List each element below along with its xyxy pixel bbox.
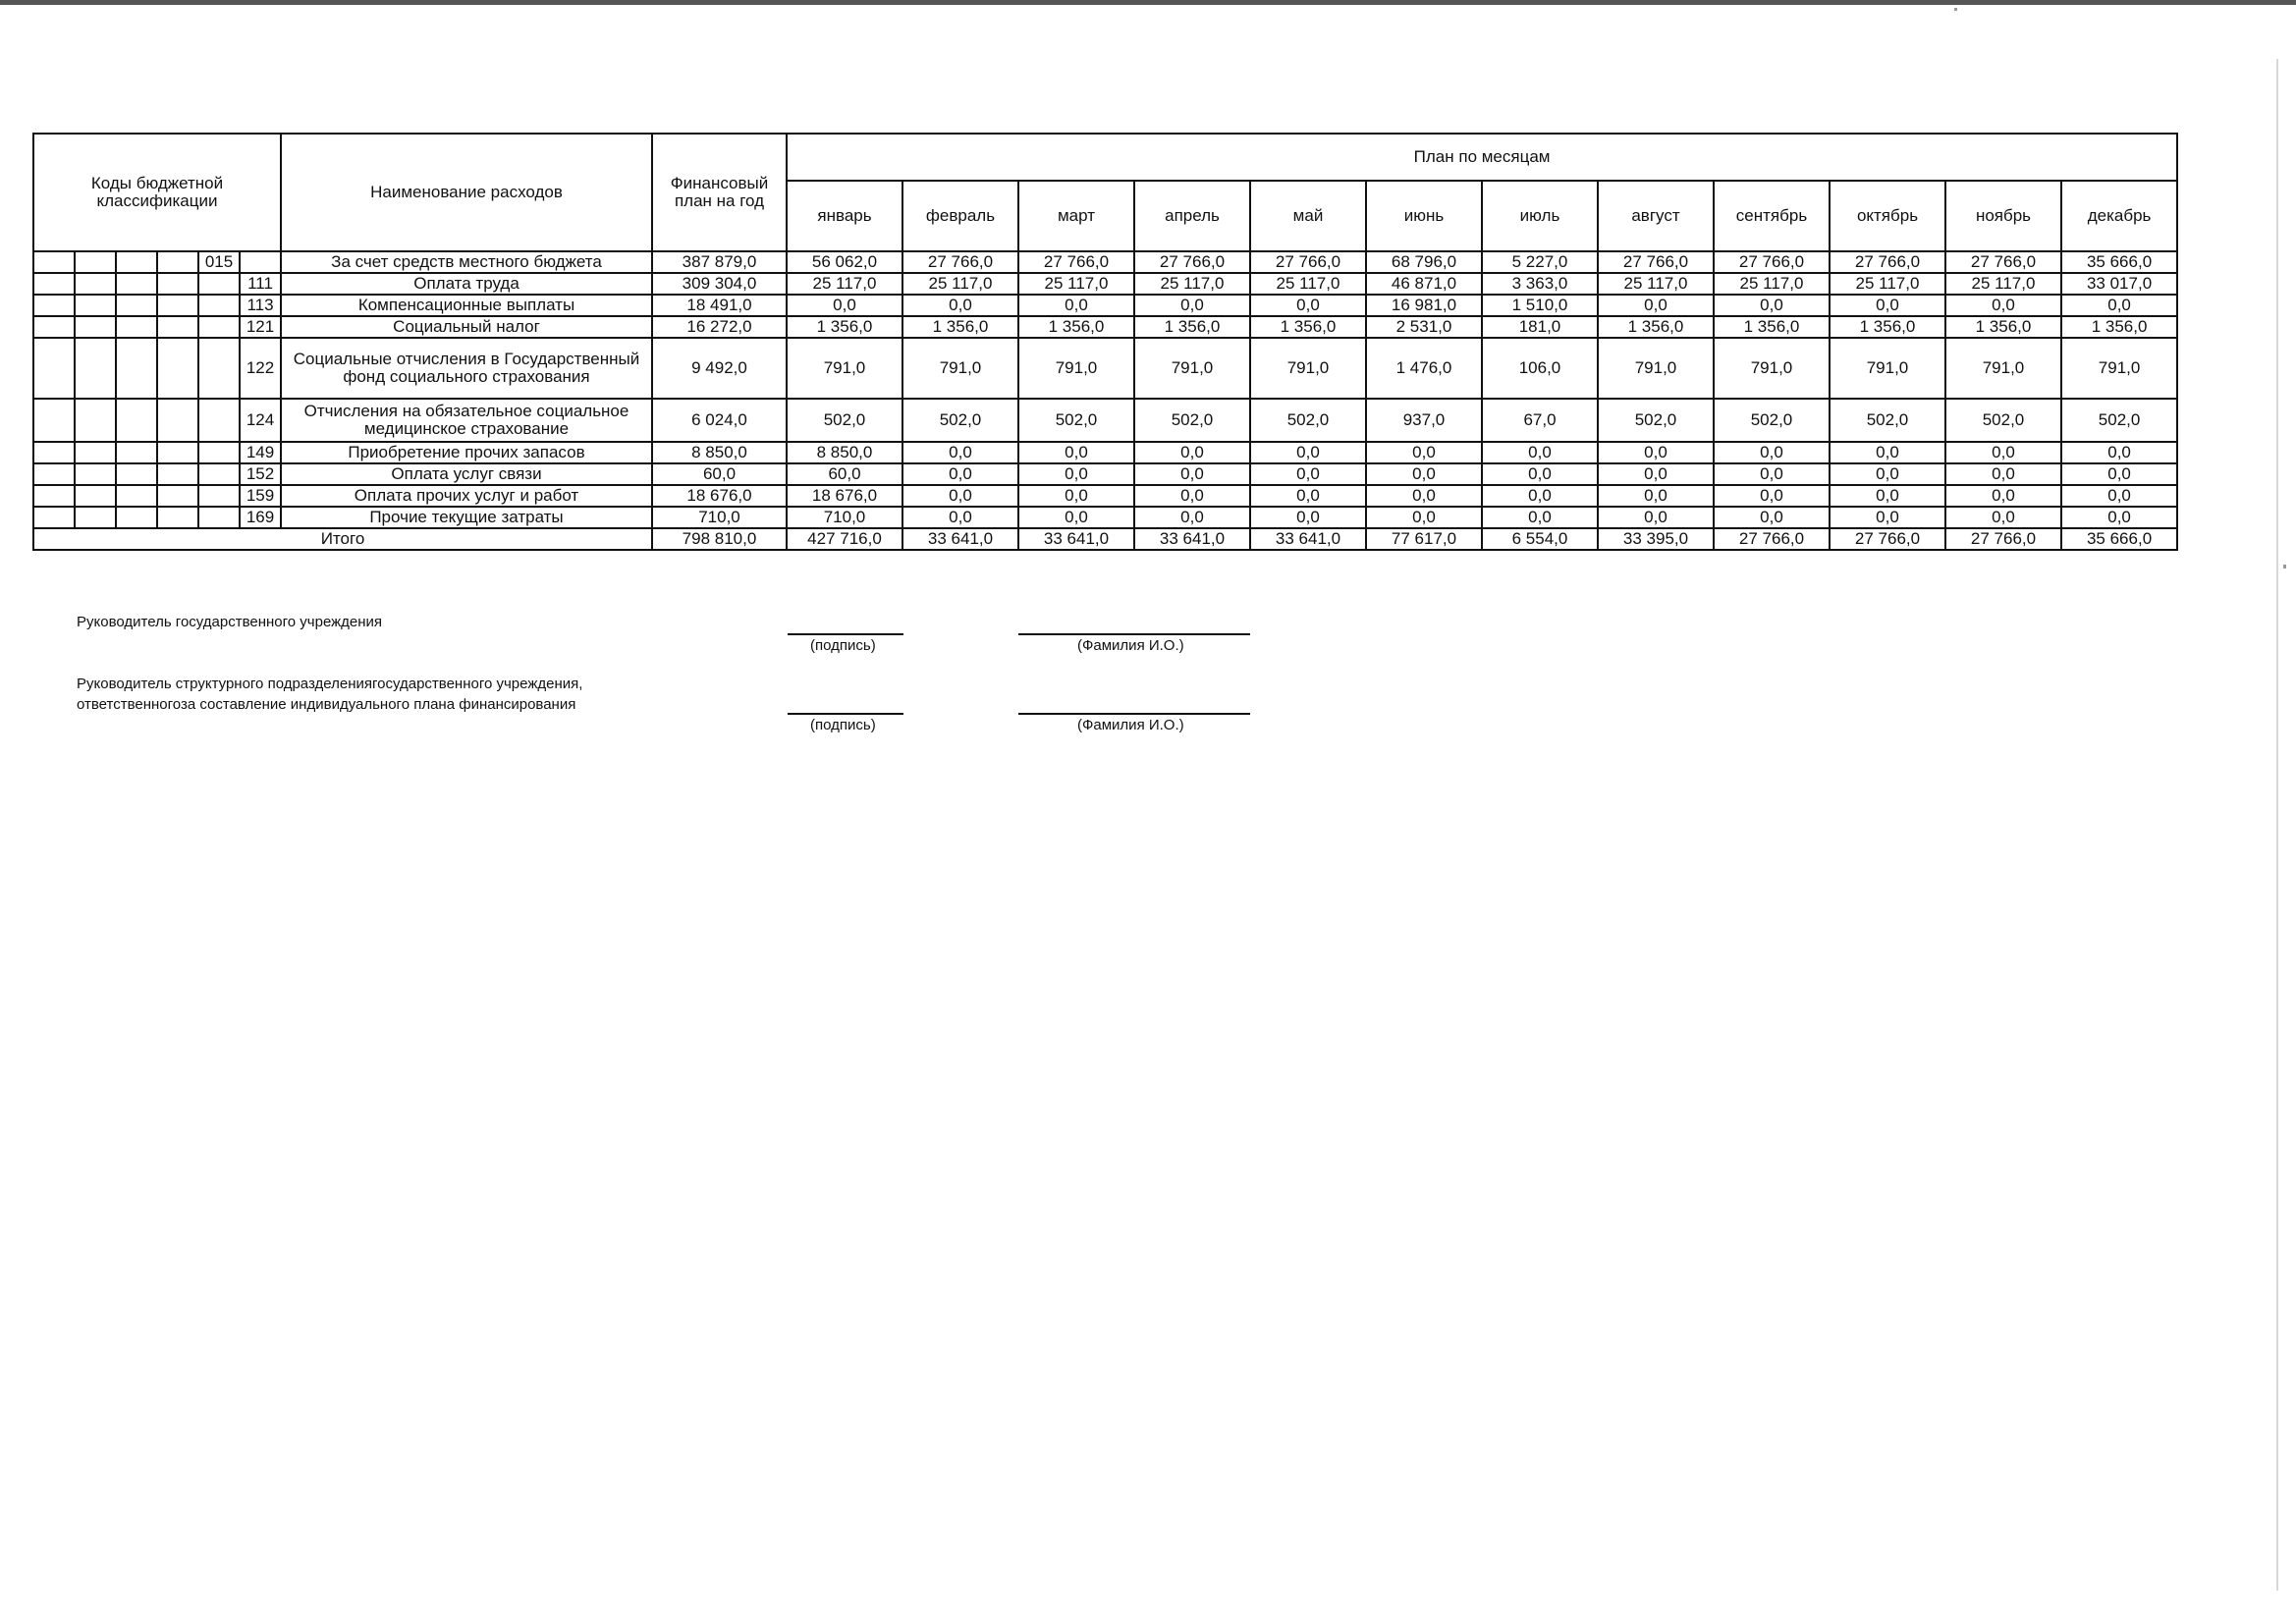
month-value: 0,0 <box>1945 485 2061 507</box>
code-cell-empty <box>157 485 198 507</box>
name-caption: (Фамилия И.О.) <box>1077 637 1184 654</box>
code-specific: 121 <box>240 316 281 338</box>
month-value: 27 766,0 <box>1018 251 1134 273</box>
code-specific: 149 <box>240 442 281 463</box>
month-value: 1 356,0 <box>787 316 902 338</box>
total-month-value: 77 617,0 <box>1366 528 1482 550</box>
total-month-value: 33 641,0 <box>1018 528 1134 550</box>
month-value: 791,0 <box>1250 338 1366 399</box>
name-line <box>1018 633 1250 635</box>
month-value: 0,0 <box>902 442 1018 463</box>
header-annual: Финансовый план на год <box>652 134 787 251</box>
code-specific: 113 <box>240 295 281 316</box>
code-specific: 169 <box>240 507 281 528</box>
month-value: 0,0 <box>1482 485 1598 507</box>
month-value: 0,0 <box>902 485 1018 507</box>
total-row <box>33 528 2177 550</box>
month-value: 16 981,0 <box>1366 295 1482 316</box>
annual-value: 60,0 <box>652 463 787 485</box>
month-value: 0,0 <box>1830 463 1945 485</box>
month-value: 0,0 <box>2061 295 2177 316</box>
month-value: 502,0 <box>787 399 902 442</box>
month-value: 0,0 <box>1250 295 1366 316</box>
code-program <box>198 273 240 295</box>
code-cell-empty <box>75 442 116 463</box>
header-month: ноябрь <box>1945 181 2061 251</box>
month-value: 0,0 <box>1018 295 1134 316</box>
month-value: 791,0 <box>1134 338 1250 399</box>
code-specific: 159 <box>240 485 281 507</box>
sub-division-head-label-2: ответственногоза составление индивидуального плана финансирования <box>77 696 576 713</box>
month-value: 0,0 <box>1250 507 1366 528</box>
code-cell-empty <box>157 463 198 485</box>
month-value: 27 766,0 <box>1714 251 1830 273</box>
scan-speck <box>2283 565 2286 568</box>
annual-value: 309 304,0 <box>652 273 787 295</box>
month-value: 937,0 <box>1366 399 1482 442</box>
month-value: 0,0 <box>1945 442 2061 463</box>
month-value: 0,0 <box>1830 485 1945 507</box>
code-cell-empty <box>157 316 198 338</box>
month-value: 1 356,0 <box>1250 316 1366 338</box>
code-cell-empty <box>33 251 75 273</box>
signature-caption: (подпись) <box>810 637 876 654</box>
code-cell-empty <box>157 338 198 399</box>
expense-name: Социальные отчисления в Государственный фонд социального страхования <box>281 338 652 399</box>
month-value: 0,0 <box>1830 295 1945 316</box>
month-value: 0,0 <box>1945 295 2061 316</box>
month-value: 1 356,0 <box>1018 316 1134 338</box>
code-cell-empty <box>116 485 157 507</box>
signature-line <box>788 633 903 635</box>
month-value: 1 476,0 <box>1366 338 1482 399</box>
code-cell-empty <box>116 463 157 485</box>
month-value: 68 796,0 <box>1366 251 1482 273</box>
month-value: 0,0 <box>1366 485 1482 507</box>
month-value: 25 117,0 <box>1830 273 1945 295</box>
month-value: 791,0 <box>2061 338 2177 399</box>
month-value: 0,0 <box>1598 295 1714 316</box>
header-plan-by-months: План по месяцам <box>787 134 2177 181</box>
header-month: апрель <box>1134 181 1250 251</box>
month-value: 1 356,0 <box>1134 316 1250 338</box>
header-month: декабрь <box>2061 181 2177 251</box>
scan-right-edge <box>2276 59 2278 1591</box>
month-value: 0,0 <box>902 463 1018 485</box>
code-cell-empty <box>116 442 157 463</box>
total-label: Итого <box>33 528 652 550</box>
signature-caption: (подпись) <box>810 717 876 733</box>
month-value: 502,0 <box>1018 399 1134 442</box>
month-value: 25 117,0 <box>902 273 1018 295</box>
code-cell-empty <box>116 399 157 442</box>
code-cell-empty <box>116 316 157 338</box>
month-value: 1 356,0 <box>1830 316 1945 338</box>
month-value: 181,0 <box>1482 316 1598 338</box>
total-month-value: 33 641,0 <box>1250 528 1366 550</box>
month-value: 0,0 <box>1134 463 1250 485</box>
month-value: 791,0 <box>1714 338 1830 399</box>
month-value: 0,0 <box>1250 442 1366 463</box>
month-value: 1 356,0 <box>1714 316 1830 338</box>
code-program <box>198 463 240 485</box>
code-specific: 152 <box>240 463 281 485</box>
table-row <box>33 251 2177 273</box>
annual-value: 8 850,0 <box>652 442 787 463</box>
month-value: 0,0 <box>2061 507 2177 528</box>
month-value: 0,0 <box>1134 485 1250 507</box>
month-value: 0,0 <box>1134 295 1250 316</box>
code-cell-empty <box>75 507 116 528</box>
code-program <box>198 507 240 528</box>
month-value: 0,0 <box>1366 463 1482 485</box>
annual-value: 6 024,0 <box>652 399 787 442</box>
month-value: 0,0 <box>2061 463 2177 485</box>
month-value: 67,0 <box>1482 399 1598 442</box>
total-month-value: 33 641,0 <box>1134 528 1250 550</box>
month-value: 791,0 <box>1830 338 1945 399</box>
month-value: 27 766,0 <box>1134 251 1250 273</box>
expense-name: Оплата труда <box>281 273 652 295</box>
code-cell-empty <box>157 251 198 273</box>
month-value: 0,0 <box>1018 442 1134 463</box>
code-program <box>198 338 240 399</box>
month-value: 35 666,0 <box>2061 251 2177 273</box>
header-name: Наименование расходов <box>281 134 652 251</box>
month-value: 0,0 <box>1482 507 1598 528</box>
total-month-value: 27 766,0 <box>1714 528 1830 550</box>
code-cell-empty <box>33 316 75 338</box>
header-month: сентябрь <box>1714 181 1830 251</box>
month-value: 0,0 <box>1714 485 1830 507</box>
month-value: 60,0 <box>787 463 902 485</box>
month-value: 0,0 <box>1018 485 1134 507</box>
month-value: 0,0 <box>1366 442 1482 463</box>
month-value: 1 356,0 <box>1598 316 1714 338</box>
header-row-top <box>33 134 2177 181</box>
month-value: 5 227,0 <box>1482 251 1598 273</box>
code-cell-empty <box>33 399 75 442</box>
total-month-value: 27 766,0 <box>1830 528 1945 550</box>
code-cell-empty <box>33 463 75 485</box>
month-value: 0,0 <box>1714 442 1830 463</box>
table-row <box>33 273 2177 295</box>
month-value: 1 356,0 <box>1945 316 2061 338</box>
month-value: 0,0 <box>1945 463 2061 485</box>
header-month: февраль <box>902 181 1018 251</box>
code-cell-empty <box>157 399 198 442</box>
table-row <box>33 507 2177 528</box>
month-value: 27 766,0 <box>902 251 1018 273</box>
annual-value: 387 879,0 <box>652 251 787 273</box>
month-value: 791,0 <box>1018 338 1134 399</box>
month-value: 0,0 <box>1714 463 1830 485</box>
month-value: 0,0 <box>1482 442 1598 463</box>
month-value: 0,0 <box>902 507 1018 528</box>
code-program <box>198 316 240 338</box>
code-cell-empty <box>116 338 157 399</box>
month-value: 1 356,0 <box>2061 316 2177 338</box>
month-value: 0,0 <box>787 295 902 316</box>
month-value: 0,0 <box>1598 442 1714 463</box>
total-month-value: 427 716,0 <box>787 528 902 550</box>
code-cell-empty <box>75 399 116 442</box>
month-value: 3 363,0 <box>1482 273 1598 295</box>
month-value: 25 117,0 <box>787 273 902 295</box>
table-row <box>33 338 2177 399</box>
month-value: 27 766,0 <box>1250 251 1366 273</box>
annual-value: 710,0 <box>652 507 787 528</box>
month-value: 1 356,0 <box>902 316 1018 338</box>
expense-name: Оплата услуг связи <box>281 463 652 485</box>
month-value: 27 766,0 <box>1830 251 1945 273</box>
month-value: 502,0 <box>1134 399 1250 442</box>
month-value: 25 117,0 <box>1134 273 1250 295</box>
month-value: 8 850,0 <box>787 442 902 463</box>
month-value: 33 017,0 <box>2061 273 2177 295</box>
code-cell-empty <box>33 295 75 316</box>
month-value: 502,0 <box>2061 399 2177 442</box>
code-cell-empty <box>75 463 116 485</box>
code-cell-empty <box>116 273 157 295</box>
month-value: 0,0 <box>902 295 1018 316</box>
month-value: 0,0 <box>1598 485 1714 507</box>
header-month: октябрь <box>1830 181 1945 251</box>
code-cell-empty <box>33 485 75 507</box>
month-value: 0,0 <box>1366 507 1482 528</box>
code-program <box>198 442 240 463</box>
month-value: 0,0 <box>1830 442 1945 463</box>
code-cell-empty <box>33 507 75 528</box>
code-program <box>198 295 240 316</box>
month-value: 0,0 <box>1945 507 2061 528</box>
name-line <box>1018 713 1250 715</box>
month-value: 791,0 <box>1945 338 2061 399</box>
expense-name: Прочие текущие затраты <box>281 507 652 528</box>
month-value: 0,0 <box>1134 507 1250 528</box>
header-codes: Коды бюджетной классификации <box>33 134 281 251</box>
header-month: март <box>1018 181 1134 251</box>
code-program <box>198 485 240 507</box>
code-cell-empty <box>157 273 198 295</box>
code-cell-empty <box>75 273 116 295</box>
header-month: январь <box>787 181 902 251</box>
code-cell-empty <box>116 251 157 273</box>
scan-speck <box>1954 8 1957 11</box>
month-value: 710,0 <box>787 507 902 528</box>
expense-name: Приобретение прочих запасов <box>281 442 652 463</box>
code-cell-empty <box>33 442 75 463</box>
annual-value: 18 491,0 <box>652 295 787 316</box>
code-cell-empty <box>75 316 116 338</box>
month-value: 0,0 <box>1482 463 1598 485</box>
month-value: 25 117,0 <box>1250 273 1366 295</box>
month-value: 502,0 <box>1830 399 1945 442</box>
table-row <box>33 316 2177 338</box>
month-value: 502,0 <box>1945 399 2061 442</box>
month-value: 0,0 <box>1714 295 1830 316</box>
code-cell-empty <box>33 273 75 295</box>
sub-division-head-label-1: Руководитель структурного подразделениягосударственного учреждения, <box>77 676 583 692</box>
month-value: 18 676,0 <box>787 485 902 507</box>
code-specific <box>240 251 281 273</box>
month-value: 791,0 <box>902 338 1018 399</box>
month-value: 0,0 <box>1830 507 1945 528</box>
expense-name: Оплата прочих услуг и работ <box>281 485 652 507</box>
month-value: 106,0 <box>1482 338 1598 399</box>
month-value: 25 117,0 <box>1945 273 2061 295</box>
month-value: 791,0 <box>1598 338 1714 399</box>
code-program <box>198 399 240 442</box>
month-value: 0,0 <box>1714 507 1830 528</box>
code-cell-empty <box>116 507 157 528</box>
month-value: 25 117,0 <box>1598 273 1714 295</box>
month-value: 791,0 <box>787 338 902 399</box>
month-value: 25 117,0 <box>1714 273 1830 295</box>
month-value: 27 766,0 <box>1598 251 1714 273</box>
name-caption: (Фамилия И.О.) <box>1077 717 1184 733</box>
month-value: 46 871,0 <box>1366 273 1482 295</box>
month-value: 27 766,0 <box>1945 251 2061 273</box>
table-row <box>33 485 2177 507</box>
header-month: май <box>1250 181 1366 251</box>
month-value: 502,0 <box>1714 399 1830 442</box>
table-body <box>33 251 2177 550</box>
month-value: 0,0 <box>2061 485 2177 507</box>
month-value: 0,0 <box>1598 507 1714 528</box>
annual-value: 18 676,0 <box>652 485 787 507</box>
code-cell-empty <box>33 338 75 399</box>
expense-name: За счет средств местного бюджета <box>281 251 652 273</box>
signature-line <box>788 713 903 715</box>
expense-name: Компенсационные выплаты <box>281 295 652 316</box>
month-value: 1 510,0 <box>1482 295 1598 316</box>
code-specific: 111 <box>240 273 281 295</box>
month-value: 502,0 <box>902 399 1018 442</box>
month-value: 2 531,0 <box>1366 316 1482 338</box>
code-cell-empty <box>75 485 116 507</box>
code-cell-empty <box>75 251 116 273</box>
expense-name: Социальный налог <box>281 316 652 338</box>
month-value: 0,0 <box>1598 463 1714 485</box>
total-month-value: 6 554,0 <box>1482 528 1598 550</box>
table-row <box>33 463 2177 485</box>
code-program: 015 <box>198 251 240 273</box>
code-cell-empty <box>75 295 116 316</box>
month-value: 0,0 <box>2061 442 2177 463</box>
month-value: 0,0 <box>1018 463 1134 485</box>
scan-top-edge <box>0 0 2296 5</box>
head-of-institution-label: Руководитель государственного учреждения <box>77 614 383 630</box>
header-month: август <box>1598 181 1714 251</box>
total-month-value: 33 641,0 <box>902 528 1018 550</box>
total-month-value: 33 395,0 <box>1598 528 1714 550</box>
month-value: 0,0 <box>1018 507 1134 528</box>
month-value: 56 062,0 <box>787 251 902 273</box>
month-value: 502,0 <box>1598 399 1714 442</box>
month-value: 0,0 <box>1250 463 1366 485</box>
annual-value: 16 272,0 <box>652 316 787 338</box>
code-cell-empty <box>157 442 198 463</box>
total-annual: 798 810,0 <box>652 528 787 550</box>
code-cell-empty <box>116 295 157 316</box>
month-value: 0,0 <box>1250 485 1366 507</box>
table-row <box>33 399 2177 442</box>
code-specific: 124 <box>240 399 281 442</box>
code-cell-empty <box>157 295 198 316</box>
table-row <box>33 442 2177 463</box>
header-month: июль <box>1482 181 1598 251</box>
total-month-value: 35 666,0 <box>2061 528 2177 550</box>
month-value: 0,0 <box>1134 442 1250 463</box>
total-month-value: 27 766,0 <box>1945 528 2061 550</box>
expense-name: Отчисления на обязательное социальное медицинское страхование <box>281 399 652 442</box>
header-month: июнь <box>1366 181 1482 251</box>
table-row <box>33 295 2177 316</box>
month-value: 502,0 <box>1250 399 1366 442</box>
financing-plan-table <box>32 133 2178 551</box>
code-cell-empty <box>157 507 198 528</box>
code-cell-empty <box>75 338 116 399</box>
month-value: 25 117,0 <box>1018 273 1134 295</box>
code-specific: 122 <box>240 338 281 399</box>
annual-value: 9 492,0 <box>652 338 787 399</box>
